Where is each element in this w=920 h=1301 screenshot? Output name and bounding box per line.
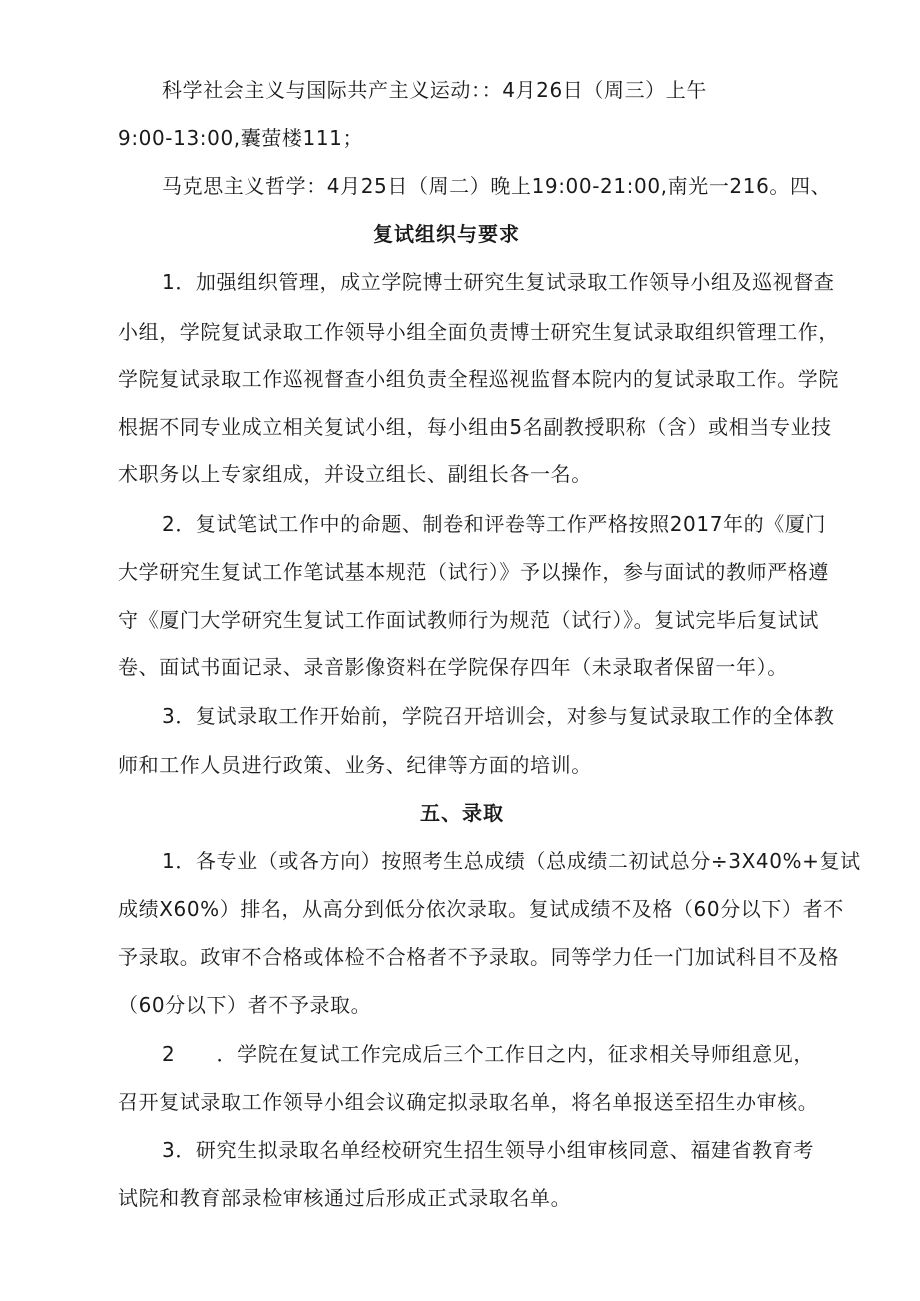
text-line: （60分以下）者不予录取。 <box>118 993 372 1017</box>
section-heading: 五、录取 <box>420 801 504 825</box>
text-line: 学院复试录取工作巡视督查小组负责全程巡视监督本院内的复试录取工作。学院 <box>118 367 839 391</box>
text-line: 小组，学院复试录取工作领导小组全面负责博士研究生复试录取组织管理工作， <box>118 320 839 344</box>
section-heading: 复试组织与要求 <box>373 222 520 246</box>
text-line: 成绩X60%）排名，从高分到低分依次录取。复试成绩不及格（60分以下）者不 <box>118 897 844 921</box>
text-line: 师和工作人员进行政策、业务、纪律等方面的培训。 <box>118 753 592 777</box>
text-line: 3．研究生拟录取名单经校研究生招生领导小组审核同意、福建省教育考 <box>162 1138 814 1162</box>
text-line: 2 ．学院在复试工作完成后三个工作日之内，征求相关导师组意见， <box>162 1042 814 1066</box>
text-line: 予录取。政审不合格或体检不合格者不予录取。同等学力任一门加试科目不及格 <box>118 945 839 969</box>
text-line: 守《厦门大学研究生复试工作面试教师行为规范（试行）》。复试完毕后复试试 <box>118 608 819 632</box>
text-line: 3．复试录取工作开始前，学院召开培训会，对参与复试录取工作的全体教 <box>162 704 835 728</box>
text-line: 卷、面试书面记录、录音影像资料在学院保存四年（未录取者保留一年）。 <box>118 655 788 679</box>
text-line: 术职务以上专家组成，并设立组长、副组长各一名。 <box>118 462 592 486</box>
text-line: 根据不同专业成立相关复试小组，每小组由5名副教授职称（含）或相当专业技 <box>118 415 832 439</box>
text-line: 大学研究生复试工作笔试基本规范（试行）》予以操作，参与面试的教师严格遵 <box>118 560 829 584</box>
text-line: 试院和教育部录检审核通过后形成正式录取名单。 <box>118 1186 572 1210</box>
text-line: 2．复试笔试工作中的命题、制卷和评卷等工作严格按照2017年的《厦门 <box>162 512 827 536</box>
text-line: 9:00-13:00,囊萤楼111； <box>118 126 364 150</box>
text-line: 马克思主义哲学：4月25日（周二）晚上19:00-21:00,南光一216。四、 <box>162 174 832 198</box>
text-line: 召开复试录取工作领导小组会议确定拟录取名单，将名单报送至招生办审核。 <box>118 1090 819 1114</box>
text-line: 1．各专业（或各方向）按照考生总成绩（总成绩二初试总分÷3X40%+复试 <box>162 849 861 873</box>
text-line: 1．加强组织管理，成立学院博士研究生复试录取工作领导小组及巡视督查 <box>162 270 835 294</box>
text-line: 科学社会主义与国际共产主义运动：：4月26日（周三）上午 <box>162 78 707 102</box>
